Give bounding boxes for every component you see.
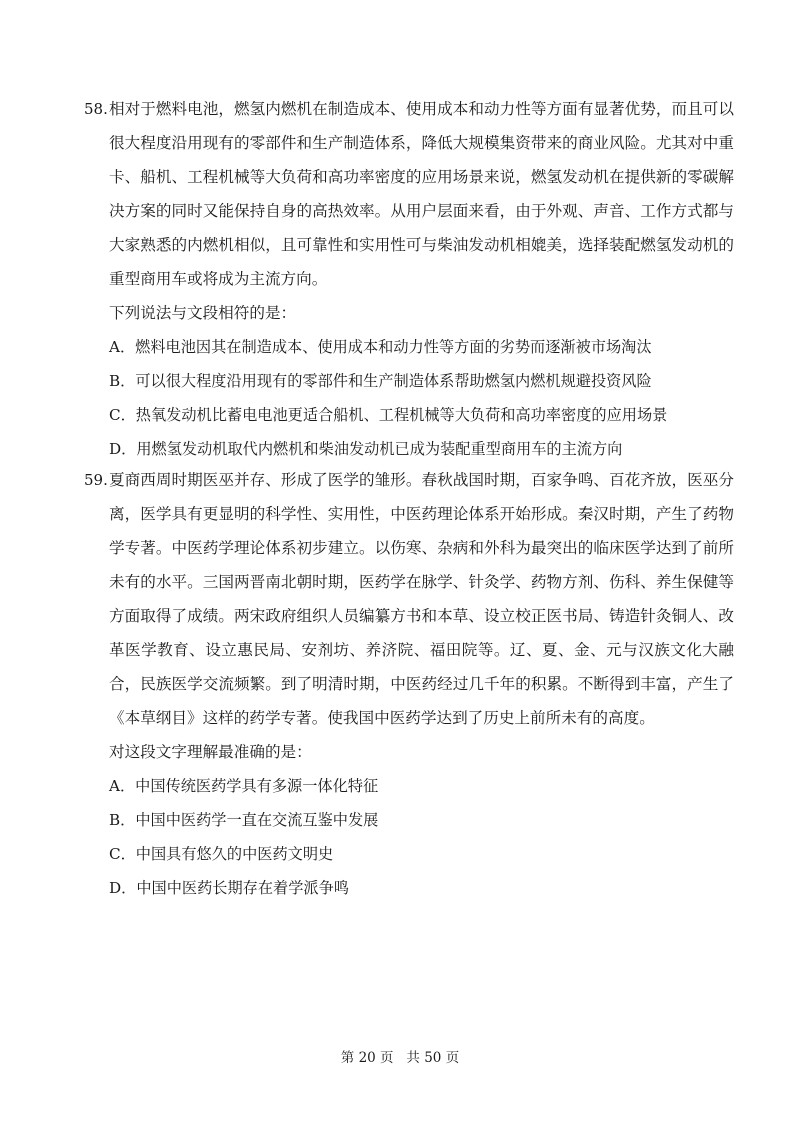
question-59 <box>84 463 734 905</box>
answer-options <box>109 769 734 905</box>
question-number: 59. <box>84 471 108 489</box>
page-footer: 第 20 页 共 50 页 <box>340 1050 460 1066</box>
option-b[interactable]: B．可以很大程度沿用现有的零部件和生产制造体系帮助燃氢内燃机规避投资风险 <box>109 372 652 390</box>
question-passage: 夏商西周时期医巫并存、形成了医学的雏形。春秋战国时期，百家争鸣、百花齐放，医巫分离，医学具有更显明的科学性、实用性，中医药理论体系开始形成。秦汉时期，产生了药物学专著。中医药学理论体系初步建立。以伤寒、杂病和外科为最突出的临床医学达到了前所未有的水平。三国两晋南北朝时期，医药学在脉学、针灸学、药物方剂、伤科、养生保健等方面取得了成绩。两宋政府组织人员编纂方书和本草、设立校正医书局、铸造针灸铜人、改革医学教育、设立惠民局、安剂坊、养济院、福田院等。辽、夏、金、元与汉族文化大融合，民族医学交流频繁。到了明清时期，中医药经过几千年的积累。不断得到丰富，产生了《本草纲目》这样的药学专著。使我国中医药学达到了历史上前所未有的高度。 <box>109 471 734 727</box>
question-passage: 相对于燃料电池，燃氢内燃机在制造成本、使用成本和动力性等方面有显著优势，而且可以很大程度沿用现有的零部件和生产制造体系，降低大规模集资带来的商业风险。尤其对中重卡、船机、工程机械等大负荷和高功率密度的应用场景来说，燃氢发动机在提供新的零碳解决方案的同时又能保持自身的高热效率。从用户层面来看，由于外观、声音、工作方式都与大家熟悉的内燃机相似，且可靠性和实用性可与柴油发动机相媲美，选择装配燃氢发动机的重型商用车或将成为主流方向。 <box>109 100 734 288</box>
question-prompt: 下列说法与文段相符的是： <box>109 304 297 322</box>
option-a[interactable]: A．中国传统医药学具有多源一体化特征 <box>109 777 379 795</box>
question-body <box>109 92 734 466</box>
question-prompt: 对这段文字理解最准确的是： <box>109 743 312 761</box>
option-b[interactable]: B．中国中医药学一直在交流互鉴中发展 <box>109 811 379 829</box>
answer-options <box>109 330 734 466</box>
option-d[interactable]: D．用燃氢发动机取代内燃机和柴油发动机已成为装配重型商用车的主流方向 <box>109 440 623 458</box>
option-a[interactable]: A．燃料电池因其在制造成本、使用成本和动力性等方面的劣势而逐渐被市场淘汰 <box>109 338 652 356</box>
option-c[interactable]: C．热氧发动机比蓄电电池更适合船机、工程机械等大负荷和高功率密度的应用场景 <box>109 406 668 424</box>
question-number: 58. <box>84 100 108 118</box>
option-d[interactable]: D．中国中医药长期存在着学派争鸣 <box>109 879 349 897</box>
question-body <box>109 463 734 905</box>
option-c[interactable]: C．中国具有悠久的中医药文明史 <box>109 845 334 863</box>
question-58 <box>84 92 734 466</box>
